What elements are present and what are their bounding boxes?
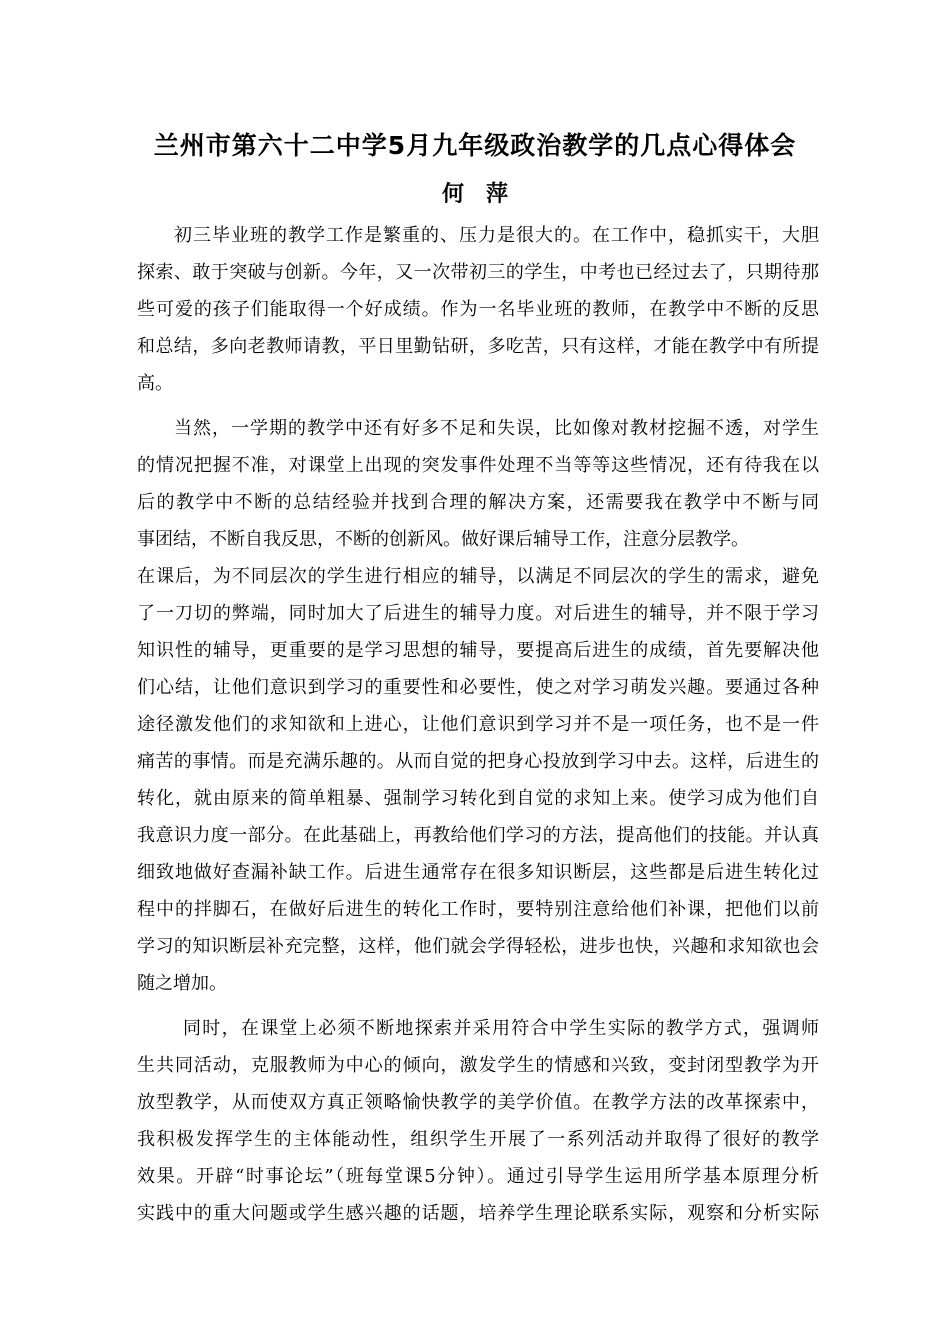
text-line: 们心结，让他们意识到学习的重要性和必要性，使之对学习萌发兴趣。要通过各种 xyxy=(137,677,819,698)
text-line: 学习的知识断层补充完整，这样，他们就会学得轻松，进步也快，兴趣和求知欲也会 xyxy=(137,936,819,957)
text-line: 我意识力度一部分。在此基础上，再教给他们学习的方法，提高他们的技能。并认真 xyxy=(137,825,819,846)
text-line: 和总结，多向老教师请教，平日里勤钻研，多吃苦，只有这样，才能在教学中有所提 xyxy=(137,336,819,357)
text-line: 当然，一学期的教学中还有好多不足和失误，比如像对教材挖掘不透，对学生 xyxy=(174,418,819,439)
text-line: 实践中的重大问题或学生感兴趣的话题，培养学生理论联系实际，观察和分析实际 xyxy=(137,1203,819,1224)
paragraph xyxy=(137,1010,819,1232)
text-line: 随之增加。 xyxy=(137,973,227,994)
text-line: 些可爱的孩子们能取得一个好成绩。作为一名毕业班的教师，在教学中不断的反思 xyxy=(137,299,819,320)
paragraph-gap xyxy=(137,1002,819,1010)
text-line: 事团结，不断自我反思，不断的创新风。做好课后辅导工作，注意分层教学。 xyxy=(137,529,749,550)
text-line: 了一刀切的弊端，同时加大了后进生的辅导力度。对后进生的辅导，并不限于学习 xyxy=(137,603,819,624)
text-line: 在课后，为不同层次的学生进行相应的辅导，以满足不同层次的学生的需求，避免 xyxy=(137,566,819,587)
text-line: 高。 xyxy=(137,373,173,394)
paragraph-gap xyxy=(137,402,819,410)
text-line: 同时，在课堂上必须不断地探索并采用符合中学生实际的教学方式，强调师 xyxy=(183,1018,819,1039)
document-body xyxy=(137,217,819,1232)
paragraph xyxy=(137,217,819,402)
text-line: 生共同活动，克服教师为中心的倾向，激发学生的情感和兴致，变封闭型教学为开 xyxy=(137,1055,819,1076)
text-line: 探索、敢于突破与创新。今年，又一次带初三的学生，中考也已经过去了，只期待那 xyxy=(137,262,819,283)
text-line: 程中的拌脚石，在做好后进生的转化工作时，要特别注意给他们补课，把他们以前 xyxy=(137,899,819,920)
text-line: 的情况把握不准，对课堂上出现的突发事件处理不当等等这些情况，还有待我在以 xyxy=(137,455,819,476)
text-line: 效果。开辟“时事论坛”（班每堂课5分钟）。通过引导学生运用所学基本原理分析 xyxy=(137,1166,819,1187)
text-line: 我积极发挥学生的主体能动性，组织学生开展了一系列活动并取得了很好的教学 xyxy=(137,1129,819,1150)
paragraph xyxy=(137,410,819,558)
text-line: 放型教学，从而使双方真正领略愉快教学的美学价值。在教学方法的改革探索中， xyxy=(137,1092,819,1113)
text-line: 途径激发他们的求知欲和上进心，让他们意识到学习并不是一项任务，也不是一件 xyxy=(137,714,819,735)
document-title: 兰州市第六十二中学5月九年级政治教学的几点心得体会 xyxy=(153,131,797,160)
text-line: 细致地做好查漏补缺工作。后进生通常存在很多知识断层，这些都是后进生转化过 xyxy=(137,862,819,883)
author-name: 何萍 xyxy=(441,182,530,207)
text-line: 初三毕业班的教学工作是繁重的、压力是很大的。在工作中，稳抓实干，大胆 xyxy=(174,225,819,246)
text-line: 转化，就由原来的简单粗暴、强制学习转化到自觉的求知上来。使学习成为他们自 xyxy=(137,788,819,809)
text-line: 痛苦的事情。而是充满乐趣的。从而自觉的把身心投放到学习中去。这样，后进生的 xyxy=(137,751,819,772)
paragraph xyxy=(137,558,819,1002)
text-line: 知识性的辅导，更重要的是学习思想的辅导，要提高后进生的成绩，首先要解决他 xyxy=(137,640,819,661)
text-line: 后的教学中不断的总结经验并找到合理的解决方案，还需要我在教学中不断与同 xyxy=(137,492,819,513)
